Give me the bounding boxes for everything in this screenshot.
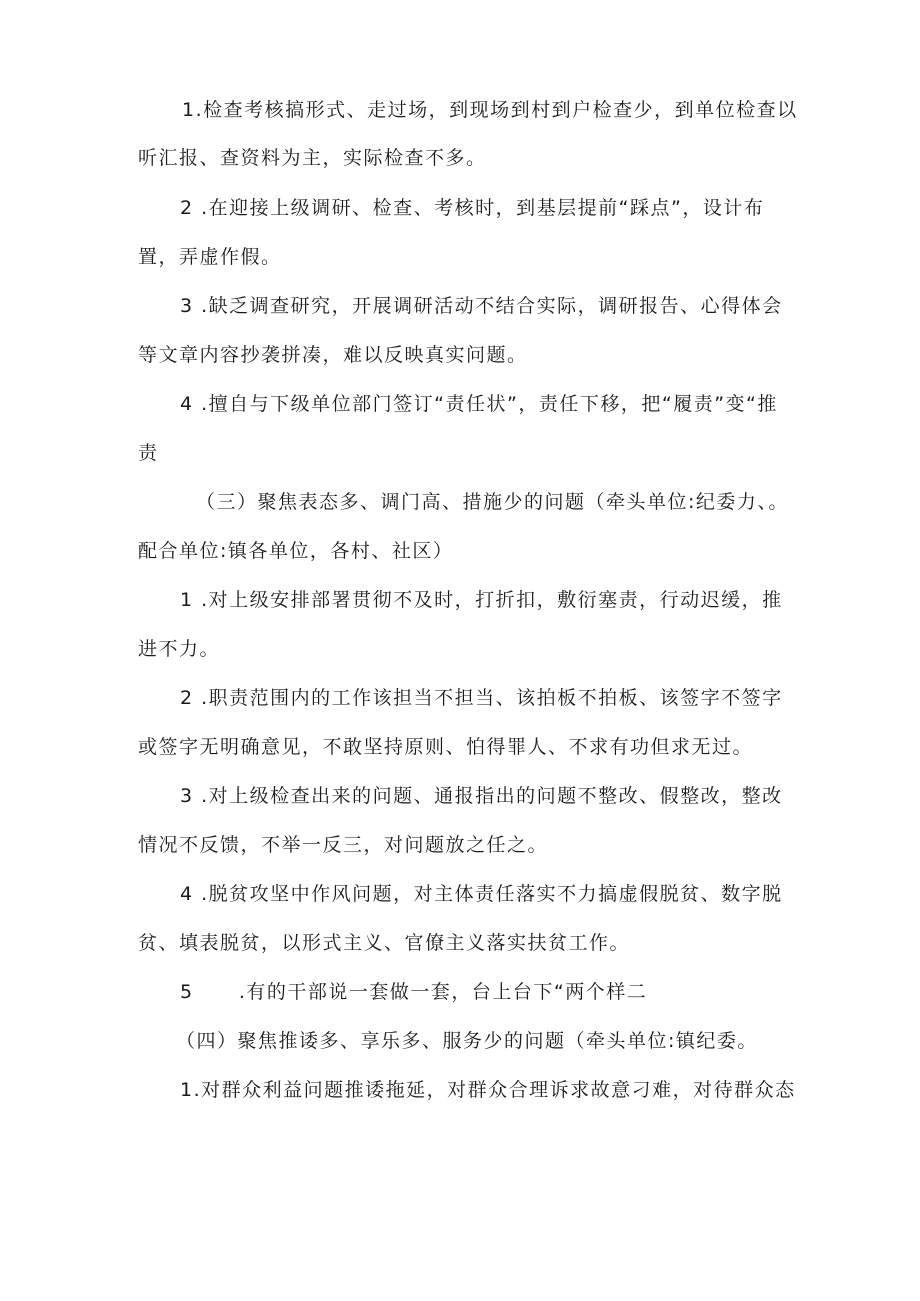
text-line: 配合单位:镇各单位，各村、社区） [138,540,454,562]
section-heading-three: （三）聚焦表态多、调门高、措施少的问题（牵头单位:纪委力、。 [196,491,789,513]
text-line: 或签字无明确意见，不敢坚持原则、怕得罪人、不求有功但求无过。 [138,736,754,758]
text-line: 2 .职责范围内的工作该担当不担当、该拍板不拍板、该签字不签字 [180,687,783,709]
text-line: 3 .缺乏调查研究，开展调研活动不结合实际，调研报告、心得体会 [180,295,783,317]
text-line: 1.检查考核搞形式、走过场，到现场到村到户检查少，到单位检查以 [182,99,798,121]
text-line: 5 .有的干部说一套做一套，台上台下“两个样二 [180,981,648,1003]
text-line: 等文章内容抄袭拼凑，难以反映真实问题。 [138,344,528,366]
text-line: 3 .对上级检查出来的问题、通报指出的问题不整改、假整改，整改 [180,785,783,807]
section-heading-four: （四）聚焦推诿多、享乐多、服务少的问题（牵头单位:镇纪委。 [176,1030,758,1052]
text-line: 责 [138,442,159,464]
text-line: 贫、填表脱贫，以形式主义、官僚主义落实扶贫工作。 [138,932,631,954]
text-line: 听汇报、查资料为主，实际检查不多。 [138,147,487,169]
text-line: 进不力。 [138,638,221,660]
text-line: 情况不反馈，不举一反三，对问题放之任之。 [138,834,549,856]
text-line: 1 .对上级安排部署贯彻不及时，打折扣，敷衍塞责，行动迟缓，推 [180,589,783,611]
text-line: 置，弄虚作假。 [138,246,282,268]
text-line: 1.对群众利益问题推诿拖延，对群众合理诉求故意刁难，对待群众态 [180,1079,796,1101]
text-line: 4 .脱贫攻坚中作风问题，对主体责任落实不力搞虚假脱贫、数字脱 [180,883,783,905]
text-line: 2 .在迎接上级调研、检查、考核时，到基层提前“踩点”，设计布 [180,197,765,219]
text-line: 4 .擅自与下级单位部门签订“责任状”，责任下移，把“履责”变“推 [180,393,778,415]
